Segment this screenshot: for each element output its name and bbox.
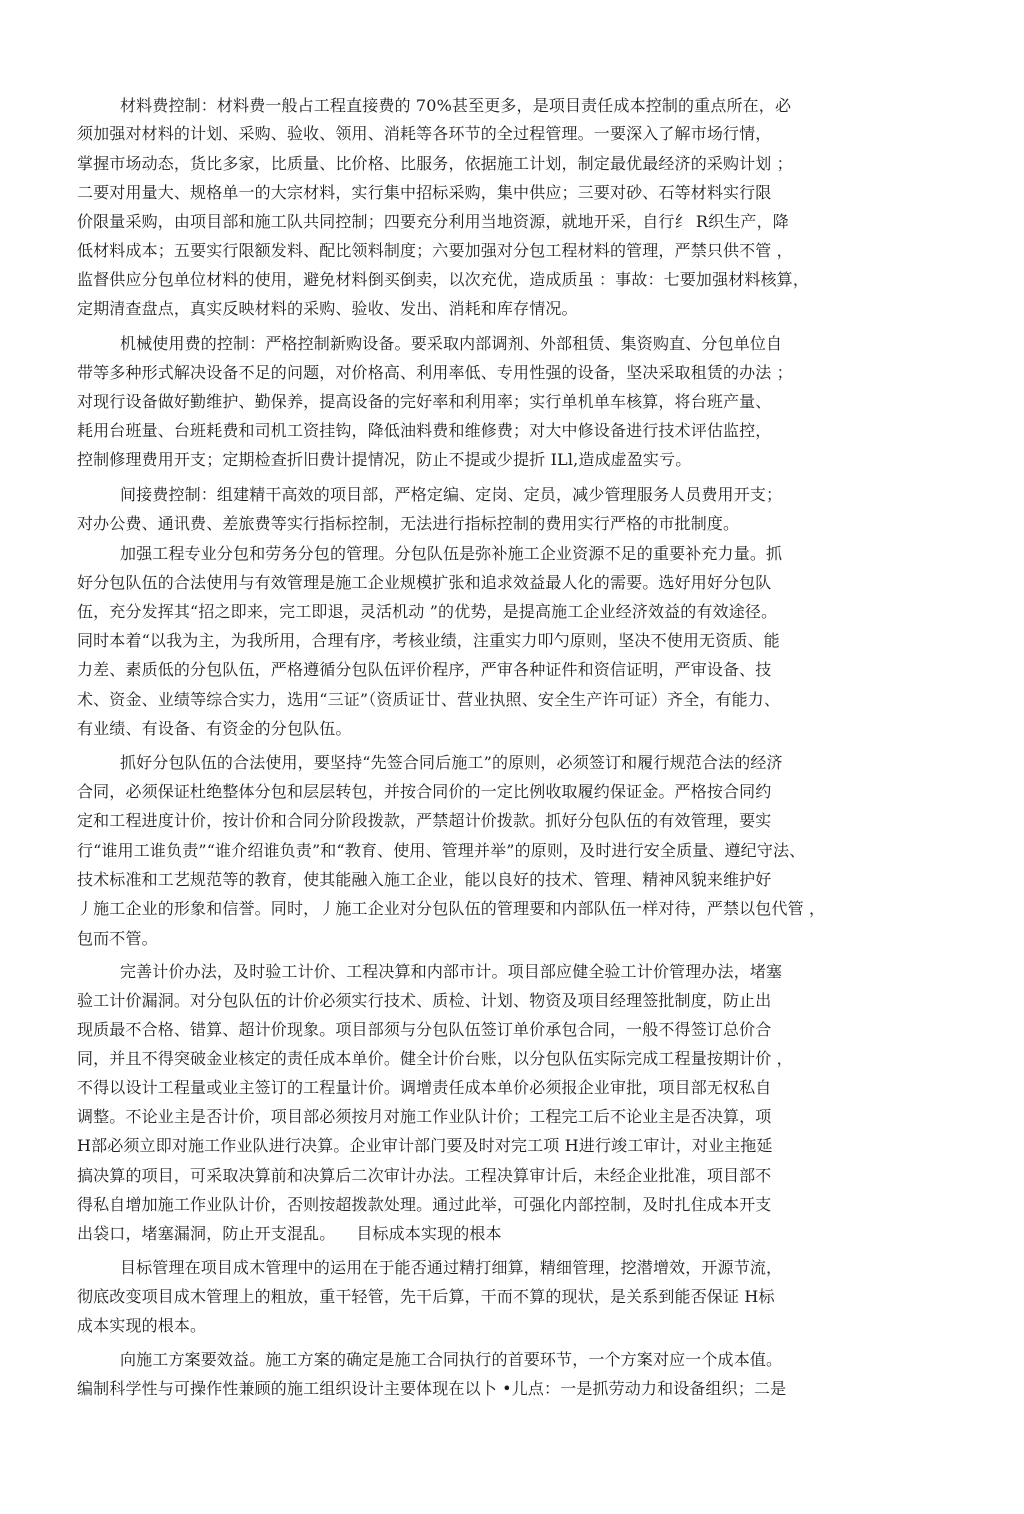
text-line: 加强工程专业分包和劳务分包的管理。分包队伍是弥补施工企业资源不足的重要补充力量。抓 — [120, 544, 783, 563]
text-line: 须加强对材料的计划、采购、验收、领用、消耗等各环节的全过程管理。一要深入了解市场行情， — [77, 124, 772, 143]
text-line: 验工计价漏洞。对分包队伍的计价必须实行技术、质检、计划、物资及项目经理签批制度，防止出 — [77, 991, 772, 1010]
text-line: 带等多种形式解决设备不足的问题，对价格高、利用率低、专用性强的设备，坚决采取租赁的办法 ； — [77, 363, 793, 382]
text-line: 术、资金、业绩等综合实力，选用“三证”（资质证廿、营业执照、安全生产许可证）齐全，有能力、 — [77, 690, 781, 709]
text-line: 调整。不论业主是否计价，项目部必须按月对施工作业队计价；工程完工后不论业主是否决算，项 — [77, 1107, 772, 1126]
text-line: 好分包队伍的合法使用与有效管理是施工企业规模扩张和追求效益最人化的需要。选好用好分包队 — [77, 573, 772, 592]
text-line: 耗用台班量、台班耗费和司机工资挂钩，降低油料费和维修费；对大中修设备进行技术评估监控， — [77, 421, 772, 440]
text-line: 目标管理在项目成木管理中的运用在于能否通过精打细算，精细管理，挖潜增效，开源节流， — [120, 1258, 783, 1277]
text-line: 包而不管。 — [77, 929, 158, 948]
text-line: 行“谁用工谁负责”“谁介绍谁负责”和“教育、使用、管理并举”的原则，及时进行安全质量、遵纪守法、 — [77, 841, 806, 860]
text-line: 间接费控制：组建精干高效的项目部，严格定编、定岗、定员，减少管理服务人员费用开支； — [120, 485, 783, 504]
text-line: 合同，必须保证杜绝整体分包和层层转包，并按合同价的一定比例收取履约保证金。严格按合同约 — [77, 782, 772, 801]
text-line: 二要对用量大、规格单一的大宗材料，实行集中招标采购，集中供应；三要对砂、石等材料实行限 — [77, 183, 772, 202]
text-line: 伍，充分发挥其“招之即来，完工即退，灵活机动 ”的优势，是提高施工企业经济效益的有效途径。 — [77, 602, 778, 621]
text-line: 彻底改变项目成木管理上的粗放，重干轻管，先干后算，干而不算的现状，是关系到能否保证 H标 — [77, 1287, 775, 1306]
text-line: 得私自增加施工作业队计价，否则按超拨款处理。通过此举，可强化内部控制，及时扎住成本开支 — [77, 1195, 772, 1214]
text-line: 材料费控制：材料费一般占工程直接费的 70%甚至更多，是项目责任成本控制的重点所在，必 — [120, 96, 792, 115]
text-line: 低材料成本；五要实行限额发料、配比领料制度；六要加强对分包工程材料的管理，严禁只供不管 ， — [77, 241, 793, 260]
text-line: 出袋口，堵塞漏洞，防止开支混乱。 目标成本实现的根本 — [77, 1224, 502, 1243]
text-line: 同时本着“以我为主，为我所用，合理有序，考核业绩，注重实力叩勺原则，坚决不使用无资质、能 — [77, 631, 780, 650]
text-line: 成本实现的根本。 — [77, 1316, 207, 1335]
text-line: 掌握市场动态，货比多家，比质量、比价格、比服务，依据施工计划，制定最优最经济的采购计划 ； — [77, 154, 793, 173]
text-line: 力差、素质低的分包队伍，严格遵循分包队伍评价程序，严审各种证件和资信证明，严审设备、技 — [77, 660, 772, 679]
text-line: 向施工方案要效益。施工方案的确定是施工合同执行的首要环节，一个方案对应一个成本值。 — [120, 1350, 783, 1369]
text-line: 定期清查盘点，真实反映材料的采购、验收、发出、消耗和库存情况。 — [77, 299, 578, 318]
text-line: 监督供应分包单位材料的使用，避免材料倒买倒卖，以次充优，造成质虽 ：事故：七要加强材料核算， — [77, 270, 809, 289]
text-line: 控制修理费用开支；定期检查折旧费计提情况，防止不提或少提折 ILl,造成虚盈实亏。 — [77, 450, 692, 469]
text-line: 现质最不合格、错算、超计价现象。项目部须与分包队伍签订单价承包合同，一般不得签订总价合 — [77, 1020, 772, 1039]
text-line: 有业绩、有设备、有资金的分包队伍。 — [77, 719, 352, 738]
text-line: 抓好分包队伍的合法使用，要坚持“先签合同后施工”的原则，必须签订和履行规范合法的经济 — [120, 753, 783, 772]
text-line: 对现行设备做好勤维护、勤保养，提高设备的完好率和利用率；实行单机单车核算，将台班产量、 — [77, 392, 772, 411]
text-line: 丿施工企业的形象和信誉。同时，丿施工企业对分包队伍的管理要和内部队伍一样对待，严禁以包代管 ， — [77, 899, 826, 918]
text-line: 对办公费、通讯费、差旅费等实行指标控制，无法进行指标控制的费用实行严格的市批制度。 — [77, 514, 740, 533]
text-line: 搞决算的项目，可采取决算前和决算后二次审计办法。工程决算审计后，未经企业批准，项目部不 — [77, 1166, 772, 1185]
text-line: 机械使用费的控制：严格控制新购设备。要采取内部调剂、外部租赁、集资购直、分包单位自 — [120, 334, 783, 353]
text-line: 不得以设计工程量或业主签订的工程量计价。调增责任成本单价必须报企业审批，项目部无权私自 — [77, 1078, 772, 1097]
text-line: 编制科学性与可操作性兼顾的施工组织设计主要体现在以卜 •儿点：一是抓劳动力和设备组织；二是 — [77, 1379, 787, 1398]
text-line: 完善计价办法，及时验工计价、工程决算和内部市计。项目部应健全验工计价管理办法，堵塞 — [120, 962, 783, 981]
text-line: 价限量采购，由项目部和施工队共同控制；四要充分利用当地资源，就地开采，自行纟 R织生产，降 — [77, 212, 789, 231]
text-line: 技术标准和工艺规范等的教育，使其能融入施工企业，能以良好的技术、管理、精神风貌来维护好 — [77, 870, 772, 889]
text-line: H部必须立即对施工作业队进行决算。企业审计部门要及时对完工项 H进行竣工审计，对业主拖延 — [77, 1136, 773, 1155]
text-line: 同，并且不得突破金业核定的责任成本单价。健全计价台账，以分包队伍实际完成工程量按期计价 ， — [77, 1049, 793, 1068]
text-line: 定和工程进度计价，按计价和合同分阶段拨款，严禁超计价拨款。抓好分包队伍的有效管理，要实 — [77, 811, 772, 830]
